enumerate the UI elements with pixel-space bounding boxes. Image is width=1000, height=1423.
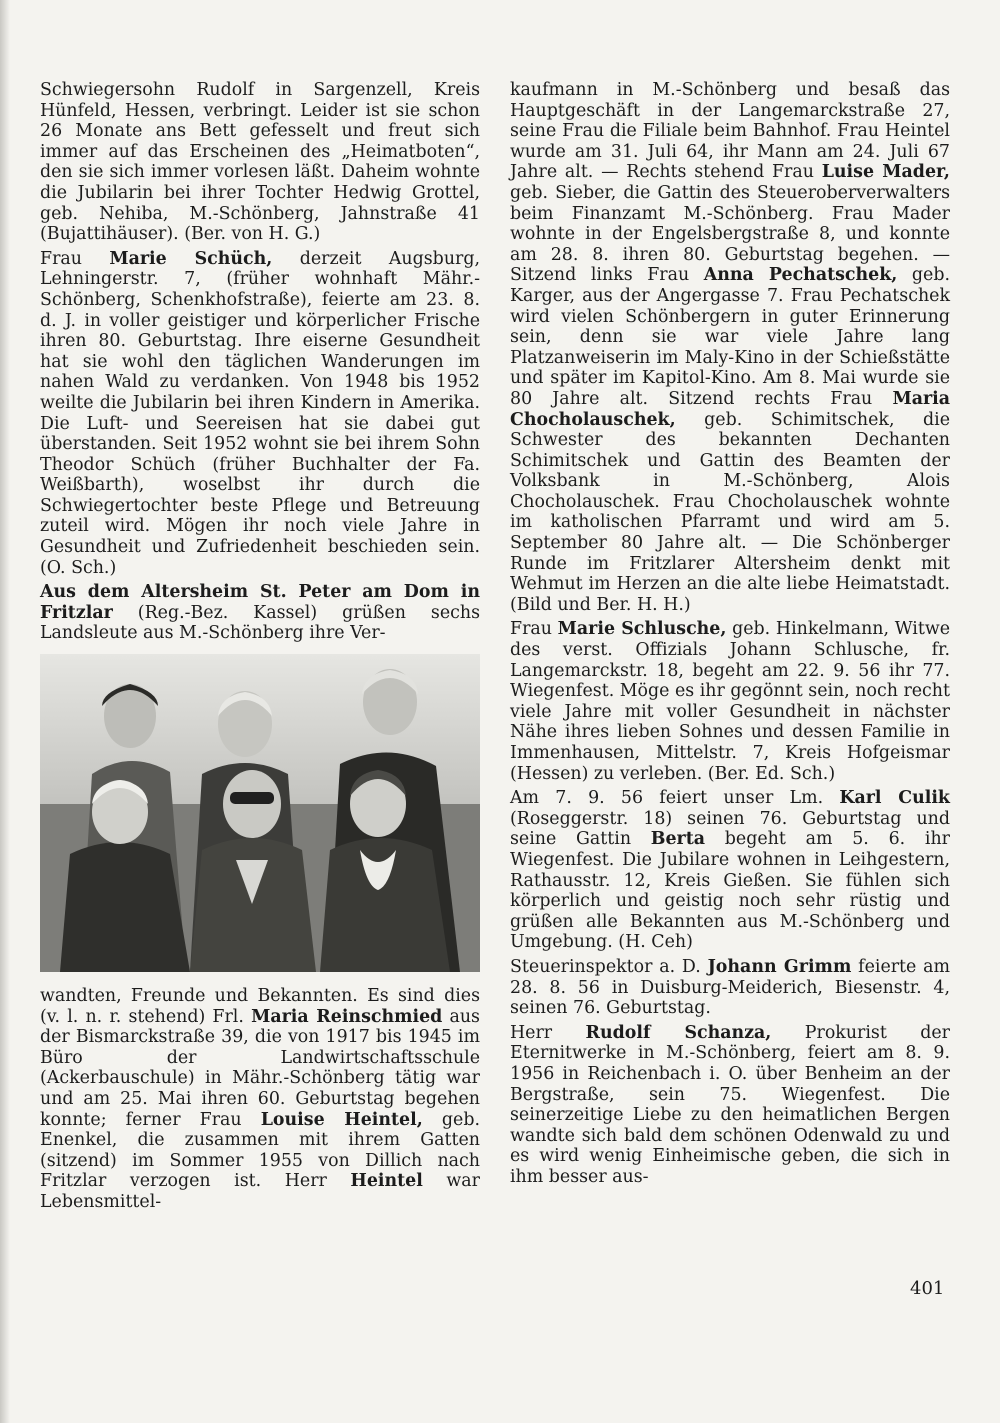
paragraph-schuech: Frau Marie Schüch, derzeit Augsburg, Lehningerstr. 7, (früher wohnhaft Mähr.-Schönberg, Schenkhofstraße), feierte am 23. 8. d. J. in voller geistiger und körperlicher Frische ihren 80. Geburtstag. Ihre eiserne Gesundheit hat sie wohl den täglichen Wanderungen im nahen Wald zu verdanken. Von 1948 bis 1952 weilte die Jubilarin bei ihren Kindern in Amerika. Die Luft- und Seereisen hat sie dabei gut überstanden. Seit 1952 wohnt sie bei ihrem Sohn Theodor Schüch (früher Buchhalter der Fa. Weißbarth), woselbst ihr durch die Schwiegertochter beste Pflege und Betreuung zuteil wird. Mögen ihr noch viele Jahre in Gesundheit und Zufriedenheit beschieden sein. (O. Sch.)	[40, 248, 480, 578]
name-maria-chocholauschek: Maria Chocholauschek,	[510, 388, 950, 430]
name-berta: Berta	[650, 829, 706, 850]
group-photo	[40, 654, 480, 972]
paragraph-culik: Am 7. 9. 56 feiert unser Lm. Karl Culik (Roseggerstr. 18) seinen 76. Geburtstag und seine Gattin Berta begeht am 5. 6. ihr Wiegenfest. Die Jubilare wohnen in Leihgestern, Rathausstr. 12, Kreis Gießen. Sie fühlen sich körperlich und geistig noch sehr rüstig und grüßen alle Bekannten aus M.-Schönberg und Umgebung. (H. Ceh)	[510, 788, 950, 953]
paragraph-schlusche: Frau Marie Schlusche, geb. Hinkelmann, Witwe des verst. Offizials Johann Schlusche, fr. Langemarckstr. 18, begeht am 22. 9. 56 ihr 77. Wiegenfest. Möge es ihr gegönnt sein, noch recht viele Jahre mit voller Gesundheit in nächster Nähe ihres lieben Sohnes und dessen Familie in Immenhausen, Mittelstr. 7, Kreis Hofgeismar (Hessen) zu verleben. (Ber. Ed. Sch.)	[510, 619, 951, 784]
name-luise-mader: Luise Mader,	[821, 162, 950, 183]
paragraph-schanza: Herr Rudolf Schanza, Prokurist der Eternitwerke in M.-Schönberg, feiert am 8. 9. 1956 in Reichenbach i. O. über Benheim an der Bergstraße, sein 75. Wiegenfest. Die seinerzeitige Liebe zu den heimatlichen Bergen wandte sich bald dem schönen Odenwald zu und es wird wenig Einheimische geben, die sich in ihm besser aus-	[510, 1022, 950, 1187]
right-column	[510, 80, 950, 1191]
name-marie-schuech: Marie Schüch,	[109, 248, 273, 269]
name-maria-reinschmied: Maria Reinschmied	[251, 1006, 443, 1027]
group-photo-illustration	[40, 654, 480, 972]
heading-altersheim: Aus dem Altersheim St. Peter am Dom in Fritzlar	[40, 582, 480, 623]
name-heintel: Heintel	[350, 1171, 423, 1192]
name-rudolf-schanza: Rudolf Schanza,	[585, 1022, 772, 1043]
paragraph-grimm: Steuerinspektor a. D. Johann Grimm feierte am 28. 8. 56 in Duisburg-Meiderich, Biesenstr. 4, seinen 76. Geburtstag.	[510, 956, 950, 1019]
paragraph-reinschmied: wandten, Freunde und Bekannten. Es sind dies (v. l. n. r. stehend) Frl. Maria Reinschmied aus der Bismarckstraße 39, die von 1917 bis 1945 im Büro der Landwirtschaftsschule (Ackerbauschule) in Mähr.-Schönberg tätig war und am 25. Mai ihren 60. Geburtstag begehen konnte; ferner Frau Louise Heintel, geb. Enenkel, die zusammen mit ihrem Gatten (sitzend) im Sommer 1955 von Dillich nach Fritzlar verzogen ist. Herr Heintel war Lebensmittel-	[40, 986, 480, 1212]
page-number: 401	[910, 1278, 945, 1299]
paragraph-grottel: Schwiegersohn Rudolf in Sargenzell, Kreis Hünfeld, Hessen, verbringt. Leider ist sie schon 26 Monate ans Bett gefesselt und freut sich immer auf das Erscheinen des „Heimatboten“, den sie sich immer vorlesen läßt. Daheim wohnte die Jubilarin bei ihrer Tochter Hedwig Grottel, geb. Nehiba, M.-Schönberg, Jahnstraße 41 (Bujattihäuser). (Ber. von H. G.)	[40, 80, 480, 245]
left-column	[40, 80, 480, 1217]
name-louise-heintel: Louise Heintel,	[260, 1109, 423, 1130]
paragraph-fritzlar: Aus dem Altersheim St. Peter am Dom in Fritzlar (Reg.-Bez. Kassel) grüßen sechs Landsleute aus M.-Schönberg ihre Ver-	[40, 582, 480, 644]
name-marie-schlusche: Marie Schlusche,	[557, 619, 727, 640]
name-karl-culik: Karl Culik	[839, 788, 950, 809]
page-edge	[0, 0, 10, 1423]
name-anna-pechatschek: Anna Pechatschek,	[703, 265, 898, 286]
name-johann-grimm: Johann Grimm	[707, 956, 852, 977]
paragraph-heintel-cont: kaufmann in M.-Schönberg und besaß das Hauptgeschäft in der Langemarckstraße 27, seine Frau die Filiale beim Bahnhof. Frau Heintel wurde am 31. Juli 64, ihr Mann am 24. Juli 67 Jahre alt. — Rechts stehend Frau Luise Mader, geb. Sieber, die Gattin des Steueroberverwalters beim Finanzamt M.-Schönberg. Frau Mader wohnte in der Engelsbergstraße 8, und konnte am 28. 8. ihren 80. Geburtstag begehen. — Sitzend links Frau Anna Pechatschek, geb. Karger, aus der Angergasse 7. Frau Pechatschek wird vielen Schönbergern in guter Erinnerung sein, denn sie war viele Jahre lang Platzanweiserin im Maly-Kino in der Schießstätte und später im Kapitol-Kino. Am 8. Mai wurde sie 80 Jahre alt. Sitzend rechts Frau Maria Chocholauschek, geb. Schimitschek, die Schwester des bekannten Dechanten Schimitschek und Gattin des Beamten der Volksbank in M.-Schönberg, Alois Chocholauschek. Frau Chocholauschek wohnte im katholischen Pfarramt und wird am 5. September 80 Jahre alt. — Die Schönberger Runde im Fritzlarer Altersheim denkt mit Wehmut im Herzen an die alte liebe Heimatstadt. (Bild und Ber. H. H.)	[510, 80, 950, 615]
